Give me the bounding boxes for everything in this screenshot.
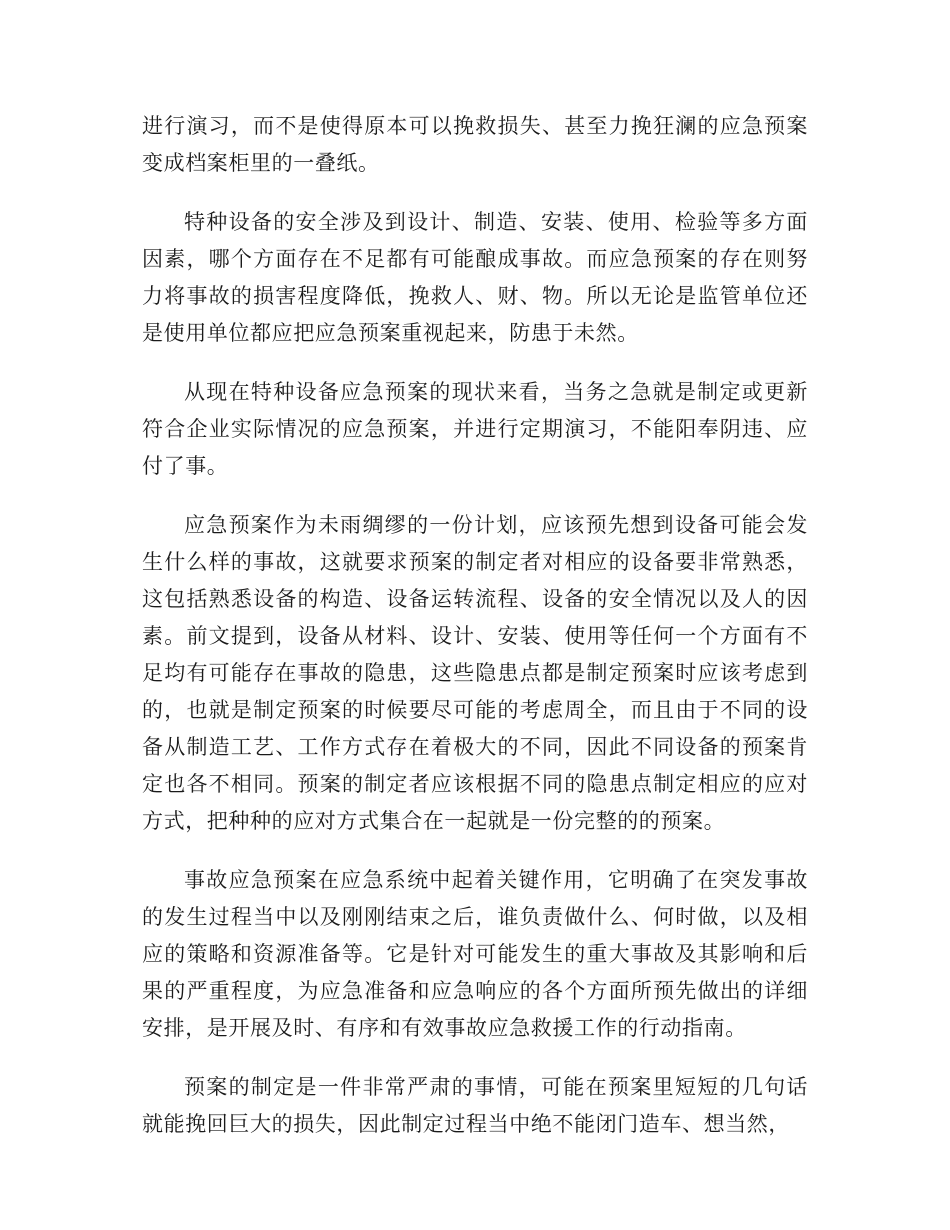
paragraph-3: 从现在特种设备应急预案的现状来看，当务之急就是制定或更新符合企业实际情况的应急预案，并进行定期演习，不能阳奉阴违、应付了事。 <box>142 380 808 478</box>
paragraph-6: 预案的制定是一件非常严肃的事情，可能在预案里短短的几句话就能挽回巨大的损失，因此制定过程当中绝不能闭门造车、想当然， <box>142 1075 808 1136</box>
paragraph-5: 事故应急预案在应急系统中起着关键作用，它明确了在突发事故的发生过程当中以及刚刚结束之后，谁负责做什么、何时做，以及相应的策略和资源准备等。它是针对可能发生的重大事故及其影响和后果的严重程度，为应急准备和应急响应的各个方面所预先做出的详细安排，是开展及时、有序和有效事故应急救援工作的行动指南。 <box>142 868 808 1040</box>
paragraph-4: 应急预案作为未雨绸缪的一份计划，应该预先想到设备可能会发生什么样的事故，这就要求预案的制定者对相应的设备要非常熟悉，这包括熟悉设备的构造、设备运转流程、设备的安全情况以及人的因素。前文提到，设备从材料、设计、安装、使用等任何一个方面有不足均有可能存在事故的隐患，这些隐患点都是制定预案时应该考虑到的，也就是制定预案的时候要尽可能的考虑周全，而且由于不同的设备从制造工艺、工作方式存在着极大的不同，因此不同设备的预案肯定也各不相同。预案的制定者应该根据不同的隐患点制定相应的应对方式，把种种的应对方式集合在一起就是一份完整的的预案。 <box>142 513 808 833</box>
document-body <box>142 108 808 1165</box>
paragraph-2: 特种设备的安全涉及到设计、制造、安装、使用、检验等多方面因素，哪个方面存在不足都有可能酿成事故。而应急预案的存在则努力将事故的损害程度降低，挽救人、财、物。所以无论是监管单位还是使用单位都应把应急预案重视起来，防患于未然。 <box>142 210 808 345</box>
paragraph-1: 进行演习，而不是使得原本可以挽救损失、甚至力挽狂澜的应急预案变成档案柜里的一叠纸。 <box>142 114 808 175</box>
